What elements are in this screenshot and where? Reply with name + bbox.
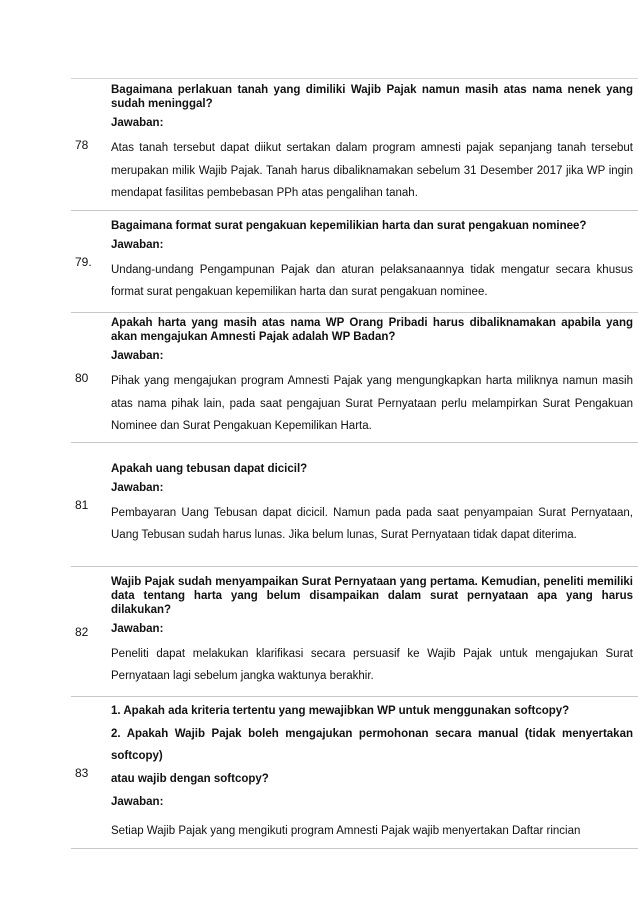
row-number: 79. <box>71 211 111 313</box>
row-number: 82 <box>71 567 111 697</box>
row-number: 81 <box>71 443 111 567</box>
answer-label: Jawaban: <box>111 238 164 251</box>
question-text: Wajib Pajak sudah menyampaikan Surat Pernyataan yang pertama. Kemudian, peneliti memiliki data tentang harta yang belum disampaikan dalam surat pernyataan apa yang harus dilakukan? <box>111 575 633 616</box>
answer-text: Peneliti dapat melakukan klarifikasi secara persuasif ke Wajib Pajak untuk mengajukan Surat Pernyataan lagi sebelum jangka waktunya berakhir. <box>111 647 633 682</box>
row-content <box>111 443 638 567</box>
question-text: Bagaimana format surat pengakuan kepemilikian harta dan surat pengakuan nominee? <box>111 219 587 232</box>
row-content <box>111 313 638 443</box>
row-content <box>111 567 638 697</box>
table-row <box>71 211 638 313</box>
answer-label: Jawaban: <box>111 117 164 130</box>
table-row <box>71 567 638 697</box>
table-row <box>71 313 638 443</box>
faq-table <box>71 78 638 849</box>
table-row <box>71 79 638 211</box>
row-number: 80 <box>71 313 111 443</box>
question-text: atau wajib dengan softcopy? <box>111 772 269 785</box>
question-text: Bagaimana perlakuan tanah yang dimiliki Wajib Pajak namun masih atas nama nenek yang sudah meninggal? <box>111 84 633 111</box>
row-content <box>111 211 638 313</box>
question-text: 1. Apakah ada kriteria tertentu yang mewajibkan WP untuk menggunakan softcopy? <box>111 704 570 717</box>
answer-label: Jawaban: <box>111 350 164 363</box>
question-text: 2. Apakah Wajib Pajak boleh mengajukan permohonan secara manual (tidak menyertakan softcopy) <box>111 727 633 762</box>
table-row <box>71 697 638 849</box>
answer-text: Setiap Wajib Pajak yang mengikuti program Amnesti Pajak wajib menyertakan Daftar rincian <box>111 824 581 837</box>
row-number: 78 <box>71 79 111 211</box>
answer-text: Undang-undang Pengampunan Pajak dan aturan pelaksanaannya tidak mengatur secara khusus format surat pengakuan kepemilikan harta dan surat pengakuan nominee. <box>111 263 633 298</box>
question-text: Apakah harta yang masih atas nama WP Orang Pribadi harus dibaliknamakan apabila yang akan mengajukan Amnesti Pajak adalah WP Badan? <box>111 317 633 344</box>
question-text: Apakah uang tebusan dapat dicicil? <box>111 462 308 475</box>
table-row <box>71 443 638 567</box>
answer-label: Jawaban: <box>111 481 164 494</box>
row-content <box>111 79 638 211</box>
row-number: 83 <box>71 697 111 849</box>
answer-text: Pembayaran Uang Tebusan dapat dicicil. Namun pada pada saat penyampaian Surat Pernyataan, Uang Tebusan sudah harus lunas. Jika belum lunas, Surat Pernyataan tidak dapat diterima. <box>111 506 633 541</box>
answer-text: Atas tanah tersebut dapat diikut sertakan dalam program amnesti pajak sepanjang tanah tersebut merupakan milik Wajib Pajak. Tanah harus dibaliknamakan sebelum 31 Desember 2017 jika WP ingin mendapat fasilitas pembebasan PPh atas pengalihan tanah. <box>111 142 633 200</box>
row-content <box>111 697 638 849</box>
answer-label: Jawaban: <box>111 622 164 635</box>
answer-label: Jawaban: <box>111 795 164 808</box>
answer-text: Pihak yang mengajukan program Amnesti Pajak yang mengungkapkan harta miliknya namun masih atas nama pihak lain, pada saat pengajuan Surat Pernyataan perlu melampirkan Surat Pengakuan Nominee dan Surat Pengakuan Kepemilikan Harta. <box>111 375 633 433</box>
